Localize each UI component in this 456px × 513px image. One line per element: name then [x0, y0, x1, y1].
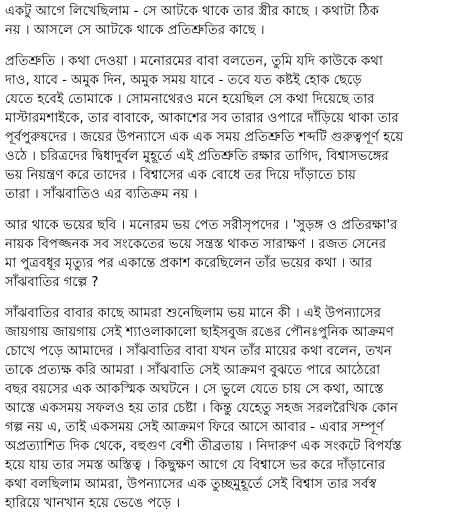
text-line: জায়গায় জায়গায় সেই শ্যাওলাকালো ছাইসবুজ রঙের পৌনঃপুনিক আক্রমণ [5, 325, 394, 340]
text-line: পূর্বপুরুষদের । জয়ের উপন্যাসে এক এক সময় প্রতিশ্রুতি শব্দটি গুরুত্বপূর্ণ হয়ে [5, 130, 404, 145]
text-line: গল্প নয় এ, তাই একসময় সেই আক্রমণ ফিরে আসে আবার - এবার সম্পূর্ণ [5, 420, 384, 435]
text-line: হারিয়ে খানখান হয়ে ভেঙে পড়ে । [5, 496, 181, 511]
text-line: দাও, যাবে - অমুক দিন, অমুক সময় যাবে - তবে যত কষ্টই হোক ছেড়ে [5, 73, 362, 88]
text-line: তারা । সাঁঝবাতিও এর ব্যতিক্রম নয় । [5, 187, 198, 202]
text-line: চোখে পড়ে আমাদের । সাঁঝবাতির বাবা যখন তাঁর মায়ের কথা বলেন, তখন [5, 344, 392, 359]
text-line: তাকে প্রত্যক্ষ করি আমরা । সাঁঝবাতি সেই আক্রমণ বুঝতে পারে আঠেরো [5, 363, 381, 378]
text-line: ওঠে । চরিত্রদের দ্বিধাদুর্বল মুহূর্তে এই প্রতিশ্রুতি রক্ষার তাগিদ, বিশ্বাসভঙ্গের [5, 149, 389, 164]
text-line: ভয় নিয়ন্ত্রণ করে তাদের । বিশ্বাসের এক বোধে তর দিয়ে দাঁড়াতে চায় [5, 168, 356, 183]
text-line: কথা বলছিলাম আমরা, উপন্যাসের এক তুচ্ছমুহূর্তে সেই বিশ্বাস তার সর্বস্ব [5, 477, 377, 492]
text-line: নয় । আসলে সে আটকে থাকে প্রতিশ্রুতির কাছে । [5, 23, 265, 38]
text-line: সাঁঝবাতির গল্পে ? [5, 275, 99, 290]
text-line: আর থাকে ভয়ের ছবি । মনোরম ভয় পেত সরীসৃপদের । 'সুড়ঙ্গ ও প্রতিরক্ষা'র [5, 218, 398, 233]
text-line: আস্তে একসময় সফলও হয় তার চেষ্টা । কিন্তু যেহেতু সহজ সরলরৈখিক কোন [5, 401, 398, 416]
text-line: নায়ক বিপজ্জনক সব সংকেতের ভয়ে সন্ত্রস্ত থাকত সারাক্ষণ । রজত সেনের [5, 237, 387, 252]
paragraph-3 [5, 216, 453, 292]
text-line: অপ্রত্যাশিত দিক থেকে, বহুগুণ বেশী তীব্রতায় । নিদারুণ এক সংকটে বিপর্যস্ত [5, 439, 402, 454]
text-line: মাস্টারমশাইকে, তার বাবাকে, আকাশের সব তারার ওপারে দাঁড়িয়ে থাকা তার [5, 111, 399, 126]
text-line: প্রতিশ্রুতি । কথা দেওয়া । মনোরমের বাবা বলতেন, তুমি যদি কাউকে কথা [5, 54, 383, 69]
paragraph-4 [5, 304, 453, 513]
text-line: বছর বয়সের এক আকস্মিক অঘটনে । সে ভুলে যেতে চায় সে কথা, আস্তে [5, 382, 384, 397]
paragraph-1 [5, 2, 453, 40]
text-line: যেতে হবেই তোমাকে । সোমনাথেরও মনে হয়েছিল সে কথা দিয়েছে তার [5, 92, 375, 107]
text-line: সাঁঝবাতির বাবার কাছে আমরা শুনেছিলাম ভয় মানে কী । এই উপন্যাসের [5, 306, 382, 321]
paragraph-2 [5, 52, 453, 204]
text-line: হয়ে যায় তার সমস্ত অস্তিত্ব । কিছুক্ষণ আগে যে বিশ্বাসে ভর করে দাঁড়ানোর [5, 458, 386, 473]
text-line: মা পুত্রবধূর মৃত্যুর পর একান্তে প্রকাশ করেছিলেন তাঁর ভয়ের কথা । আর [5, 256, 373, 271]
text-line: একটু আগে লিখেছিলাম - সে আটকে থাকে তার স্ত্রীর কাছে । কথাটা ঠিক [5, 4, 379, 19]
